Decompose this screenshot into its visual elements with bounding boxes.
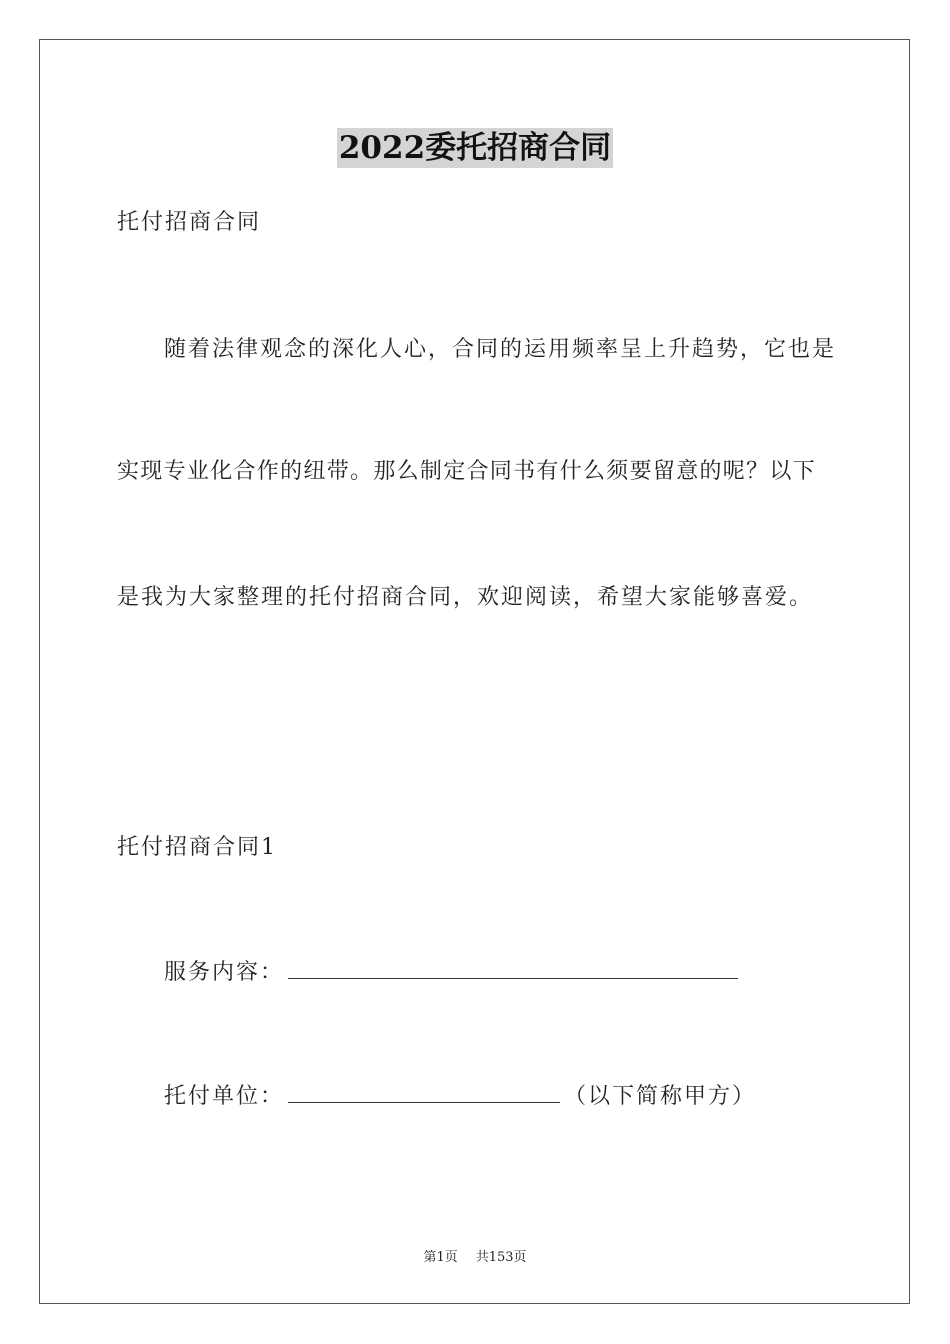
service-content-field[interactable] (288, 956, 738, 979)
entrust-unit-label: 托付单位： (164, 1084, 285, 1109)
intro-line-1: 随着法律观念的深化人心，合同的运用频率呈上升趋势，它也是 (164, 337, 837, 362)
service-content-row (164, 956, 742, 988)
entrust-unit-row (164, 1080, 756, 1112)
page-total: 共153页 (475, 1250, 527, 1265)
intro-line-3: 是我为大家整理的托付招商合同，欢迎阅读，希望大家能够喜爱。 (117, 585, 814, 610)
document-subtitle: 托付招商合同 (117, 210, 262, 235)
title-container (0, 128, 950, 168)
page-number: 第1页 (423, 1250, 458, 1265)
document-title: 2022委托招商合同 (338, 130, 612, 166)
intro-line-2: 实现专业化合作的纽带。那么制定合同书有什么须要留意的呢？以下 (117, 459, 817, 484)
section-heading: 托付招商合同1 (117, 835, 277, 860)
service-content-label: 服务内容： (164, 960, 285, 985)
entrust-unit-field[interactable] (288, 1080, 560, 1103)
page-footer (0, 1246, 950, 1265)
entrust-unit-suffix: （以下简称甲方） (564, 1084, 757, 1109)
